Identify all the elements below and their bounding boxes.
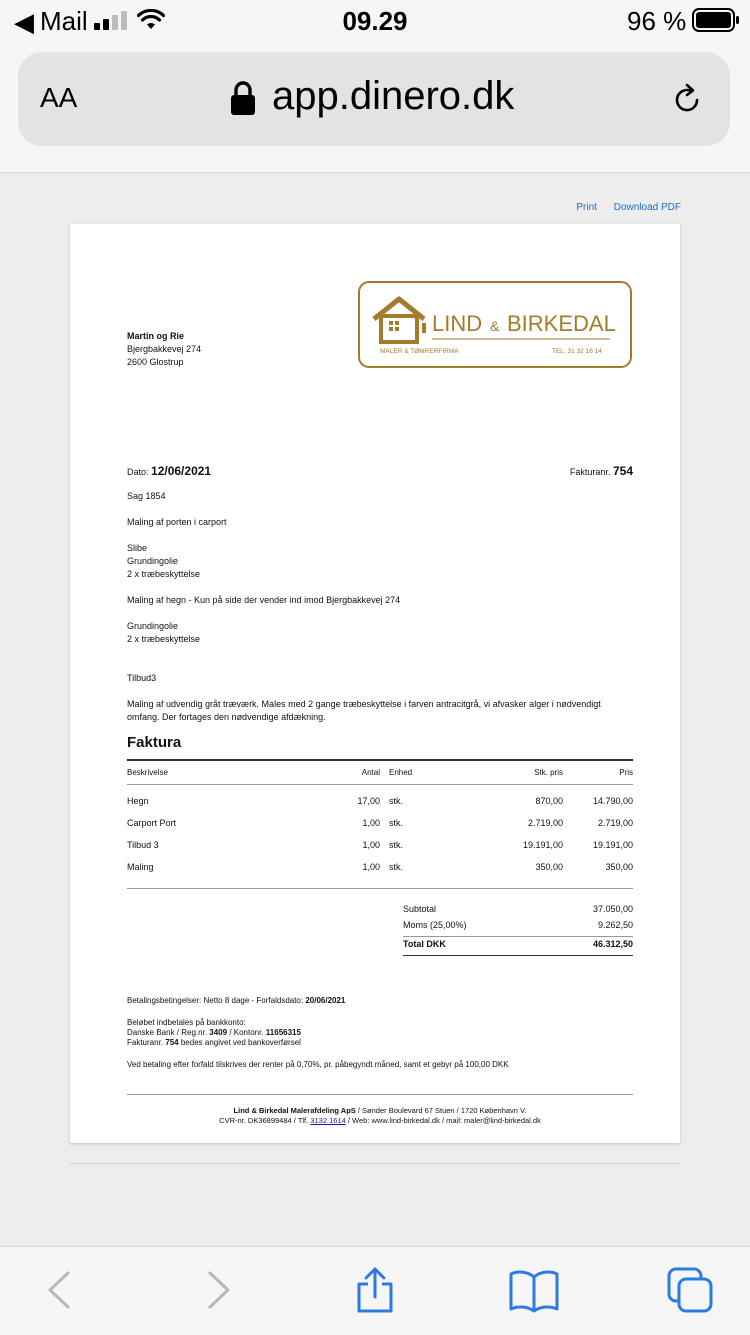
book-icon[interactable] [509, 1267, 559, 1313]
url-text[interactable]: app.dinero.dk [272, 74, 515, 118]
tabs-icon[interactable] [666, 1267, 714, 1313]
col-description: Beskrivelse [127, 768, 168, 777]
invoice-number: Fakturanr. 754 [569, 464, 633, 478]
page-separator [70, 1163, 680, 1164]
col-unit-price: Stk. pris [534, 768, 563, 777]
table-row: Maling 1,00 stk. 350,00 350,00 [127, 862, 633, 872]
note-line: Maling af udvendig gråt træværk. Males med 2 gange træbeskyttelse i farven antracitgrå, vi afvasker alger i nødvendigt omfang. Der fortages den nødvendige afdækning. [127, 699, 601, 722]
logo-name-2: BIRKEDAL [507, 311, 616, 336]
chevron-left-icon[interactable] [38, 1267, 82, 1313]
note-line [127, 685, 632, 698]
table-row: Carport Port 1,00 stk. 2.719,00 2.719,00 [127, 818, 633, 828]
col-unit: Enhed [389, 768, 413, 777]
customer-name: Martin og Rie [127, 331, 185, 341]
safari-toolbar [0, 1246, 750, 1335]
company-footer: Lind & Birkedal Malerafdeling ApS / Sønder Boulevard 67 Stuen / 1720 København V. CVR-nr. DK36899484 / Tlf. 3132 1614 / Web: www.lind-birkedal.dk / mail: maler@lind-birkedal.dk [219, 1106, 541, 1125]
back-to-app-icon[interactable]: ◀ [14, 7, 34, 37]
invoice-title: Faktura [127, 734, 182, 751]
note-line [127, 607, 632, 620]
table-row: Hegn 17,00 stk. 870,00 14.790,00 [127, 796, 633, 806]
invoice-date: Dato: 12/06/2021 [127, 464, 212, 478]
customer-address [127, 330, 201, 369]
bank-details: Beløbet indbetales på bankkonto: Danske Bank / Reg.nr. 3409 / Kontonr. 11656315 Fakturanr. 754 bedes angivet ved bankoverførsel [127, 1018, 301, 1047]
battery-icon [692, 8, 740, 32]
invoice-actions [562, 202, 681, 213]
subtotal-line: Subtotal 37.050,00 [403, 904, 633, 914]
note-line [127, 659, 632, 672]
battery-percentage: 96 % [627, 6, 687, 36]
download-pdf-link[interactable]: Download PDF [613, 202, 681, 213]
note-line [127, 646, 632, 659]
payment-terms: Betalingsbetingelser: Netto 8 dage - Forfaldsdato: 20/06/2021 [127, 996, 346, 1005]
note-line: Slibe [127, 543, 148, 553]
footer-rule [127, 1094, 633, 1095]
total-line: Total DKK 46.312,50 [403, 936, 633, 956]
reader-settings-button[interactable]: AA [40, 82, 78, 113]
footer-address: / Sønder Boulevard 67 Stuen / 1720 København V. [357, 1106, 527, 1115]
note-line: Maling af hegn - Kun på side der vender ind imod Bjergbakkevej 274 [127, 595, 401, 605]
note-line: Sag 1854 [127, 491, 166, 501]
note-line [127, 581, 632, 594]
col-price: Pris [619, 768, 633, 777]
share-icon[interactable] [353, 1267, 397, 1313]
print-link[interactable]: Print [576, 202, 597, 213]
customer-city: 2600 Glostrup [127, 357, 184, 367]
footer-phone-link[interactable]: 3132 1614 [310, 1116, 346, 1125]
note-line: Grundingolie [127, 621, 179, 631]
note-line: Grundingolie [127, 556, 179, 566]
logo-name: LIND [432, 311, 483, 336]
address-bar[interactable] [18, 52, 730, 146]
payment-info [127, 996, 633, 1082]
note-line [127, 503, 632, 516]
chevron-right-icon[interactable] [196, 1267, 240, 1313]
footer-company: Lind & Birkedal Malerafdeling ApS [233, 1106, 356, 1115]
invoice-page [70, 224, 680, 1143]
note-line: Tilbud3 [127, 673, 157, 683]
logo-subtitle: MALER & TØMRERFIRMA [380, 348, 459, 355]
table-bottom-rule [127, 888, 633, 889]
lock-icon [230, 80, 256, 116]
status-bar [0, 0, 750, 42]
logo-phone: TEL: 31 32 16 14 [552, 348, 602, 355]
invoice-notes [127, 490, 632, 724]
table-header [127, 768, 633, 785]
late-payment-note: Ved betaling efter forfald tilskrives der renter på 0,70%, pr. påbegyndt måned, samt et gebyr på 100,00 DKK [127, 1060, 509, 1069]
col-quantity: Antal [361, 768, 380, 777]
clock: 09.29 [342, 6, 408, 36]
note-line: Maling af porten i carport [127, 517, 227, 527]
company-logo [358, 281, 632, 368]
reload-icon[interactable] [670, 83, 704, 117]
customer-street: Bjergbakkevej 274 [127, 344, 202, 354]
table-row: Tilbud 3 1,00 stk. 19.191,00 19.191,00 [127, 840, 633, 850]
browser-address-area [0, 42, 750, 173]
back-to-app-label[interactable]: Mail [40, 6, 88, 36]
note-line: 2 x træbeskyttelse [127, 569, 201, 579]
note-line: 2 x træbeskyttelse [127, 634, 201, 644]
logo-ampersand: & [490, 318, 500, 334]
note-line [127, 529, 632, 542]
vat-line: Moms (25,00%) 9.262,50 [403, 920, 633, 930]
totals-block [403, 904, 633, 956]
table-top-rule [127, 759, 633, 761]
